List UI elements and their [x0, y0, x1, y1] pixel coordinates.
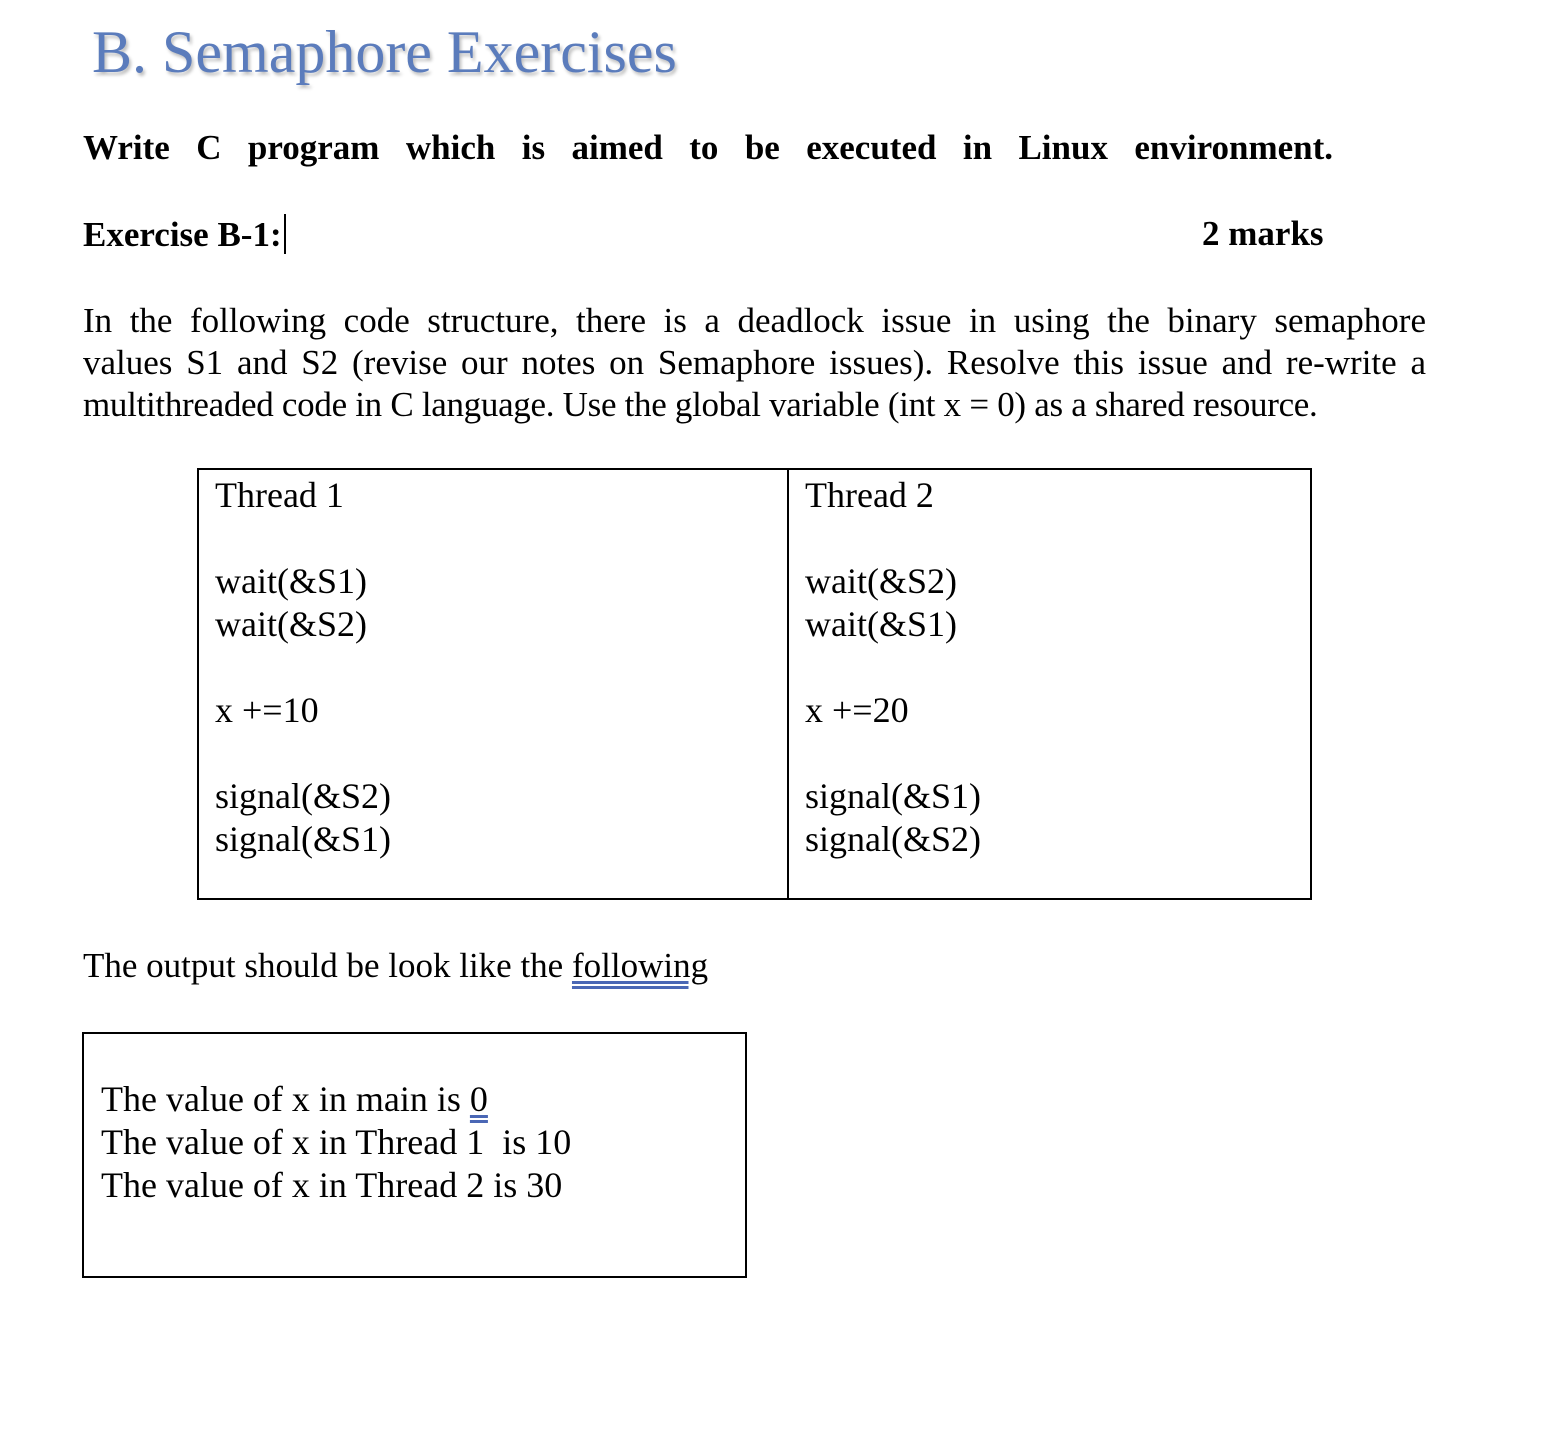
blank-line — [215, 517, 771, 560]
output-line-text: The value of x in main is — [101, 1079, 470, 1119]
section-heading: B. Semaphore Exercises — [92, 19, 677, 85]
exercise-title[interactable] — [83, 214, 286, 255]
thread1-code-line: x +=10 — [215, 690, 319, 730]
grammar-flagged-word[interactable]: following — [571, 946, 709, 985]
output-line: The value of x in Thread 1 is 10 — [101, 1122, 572, 1162]
thread1-cell — [198, 469, 788, 899]
thread1-code-line: signal(&S2) — [215, 776, 391, 816]
text-cursor — [284, 214, 286, 254]
code-structure-table — [197, 468, 1312, 900]
thread1-code-line: wait(&S1) — [215, 561, 367, 601]
exercise-title-text: Exercise B-1: — [83, 215, 282, 254]
thread2-code-line: signal(&S2) — [805, 819, 981, 859]
thread1-code-line — [215, 732, 771, 775]
description-line: In the following code structure, there is a deadlock issue in using the binary semaphore — [83, 301, 1426, 340]
output-label — [83, 946, 708, 986]
thread2-header: Thread 2 — [805, 475, 934, 515]
blank-line — [805, 517, 1294, 560]
output-label-text: The output should be look like the — [83, 946, 572, 985]
thread2-code-line: wait(&S1) — [805, 604, 957, 644]
exercise-marks: 2 marks — [1202, 214, 1324, 253]
thread2-code-line: signal(&S1) — [805, 776, 981, 816]
thread2-cell — [788, 469, 1311, 899]
description-line: values S1 and S2 (revise our notes on Semaphore issues). Resolve this issue and re-write a — [83, 343, 1426, 382]
output-main-value[interactable]: 0 — [469, 1079, 488, 1119]
thread1-header: Thread 1 — [215, 475, 344, 515]
output-lines — [101, 1078, 571, 1207]
thread1-code-line — [215, 646, 771, 689]
output-line: The value of x in Thread 2 is 30 — [101, 1165, 563, 1205]
exercise-description — [83, 300, 1426, 426]
thread2-code-line — [805, 732, 1294, 775]
thread2-code-line — [805, 646, 1294, 689]
thread2-code-line: wait(&S2) — [805, 561, 957, 601]
output-line — [101, 1078, 571, 1121]
expected-output-box — [82, 1032, 747, 1278]
intro-instruction: Write C program which is aimed to be executed in Linux environment. — [83, 128, 1333, 167]
description-line: multithreaded code in C language. Use the global variable (int x = 0) as a shared resource. — [83, 385, 1318, 424]
table-row — [198, 469, 1311, 899]
thread1-code-line: wait(&S2) — [215, 604, 367, 644]
thread1-code-line: signal(&S1) — [215, 819, 391, 859]
thread2-code-line: x +=20 — [805, 690, 909, 730]
